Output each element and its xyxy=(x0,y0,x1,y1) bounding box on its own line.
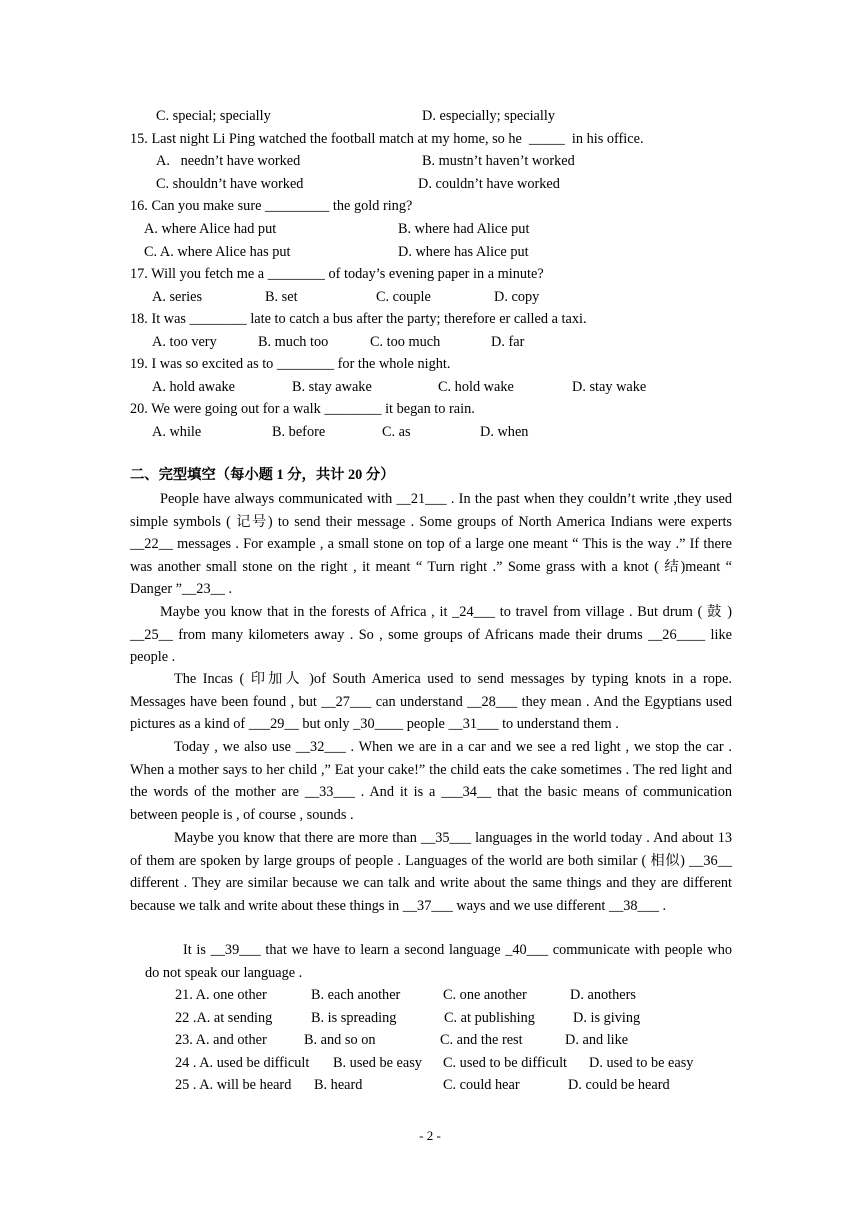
passage-paragraph-6: It is __39___ that we have to learn a second language _40___ communicate with people who do not speak our language . xyxy=(145,942,732,981)
q16-option-b: B. where had Alice put xyxy=(398,221,530,237)
q23-option-a: 23. A. and other xyxy=(175,1032,267,1048)
q21-option-a: 21. A. one other xyxy=(175,987,267,1003)
q18-option-c: C. too much xyxy=(370,334,441,350)
q23-option-d: D. and like xyxy=(565,1032,629,1048)
q22-option-d: D. is giving xyxy=(573,1010,641,1026)
q25-option-b: B. heard xyxy=(314,1077,363,1093)
q24-option-d: D. used to be easy xyxy=(589,1055,694,1071)
q22-option-b: B. is spreading xyxy=(311,1010,397,1026)
passage-paragraph-1: People have always communicated with __21___ . In the past when they couldn’t write ,they used simple symbols ( 记号) to send their message . Some groups of North America Indians were experts __22__ messages . For example , a small stone on top of a large one meant “ This is the way .” If there was another small stone on the right , it meant “ Turn right .” Some grass with a knot ( 结)meant “ Danger ”__23__ . xyxy=(130,491,732,598)
q24-option-c: C. used to be difficult xyxy=(443,1055,568,1071)
q15-option-b: B. mustn’t haven’t worked xyxy=(422,153,575,169)
q22-option-c: C. at publishing xyxy=(444,1010,535,1026)
q25-option-a: 25 . A. will be heard xyxy=(175,1077,292,1093)
q14-option-d: D. especially; specially xyxy=(422,108,555,124)
q17-stem: 17. Will you fetch me a ________ of today’s evening paper in a minute? xyxy=(130,266,544,282)
q15-option-a: A. needn’t have worked xyxy=(156,153,301,169)
q20-option-c: C. as xyxy=(382,424,411,440)
q21-option-b: B. each another xyxy=(311,987,401,1003)
q19-option-a: A. hold awake xyxy=(152,379,235,395)
q20-stem: 20. We were going out for a walk ________ it began to rain. xyxy=(130,401,475,417)
q18-option-a: A. too very xyxy=(152,334,217,350)
q22-option-a: 22 .A. at sending xyxy=(175,1010,273,1026)
passage-paragraph-5: Maybe you know that there are more than __35___ languages in the world today . And about 13 of them are spoken by large groups of people . Languages of the world are both similar ( 相似) __36__ different . They are similar because we can talk and write about the same things and they are different because we talk and write about these things in __37___ ways and we use different __38___ . xyxy=(130,830,732,914)
page-number: - 2 - xyxy=(419,1128,441,1143)
q23-option-b: B. and so on xyxy=(304,1032,376,1048)
q18-stem: 18. It was ________ late to catch a bus after the party; therefore er called a taxi. xyxy=(130,311,587,327)
q16-stem: 16. Can you make sure _________ the gold ring? xyxy=(130,198,413,214)
q16-option-c: C. A. where Alice has put xyxy=(144,244,291,260)
q25-option-c: C. could hear xyxy=(443,1077,520,1093)
q16-option-d: D. where has Alice put xyxy=(398,244,529,260)
q21-option-d: D. anothers xyxy=(570,987,636,1003)
q15-option-c: C. shouldn’t have worked xyxy=(156,176,304,192)
passage-paragraph-4: Today , we also use __32___ . When we are in a car and we see a red light , we stop the car . When a mother says to her child ,” Eat your cake!” the child eats the cake sometimes . The red light and the words of the mother are __33___ . And it is a ___34__ that the basic means of communication between people is , of course , sounds . xyxy=(130,739,732,823)
q15-stem: 15. Last night Li Ping watched the football match at my home, so he _____ in his office. xyxy=(130,131,644,147)
q19-stem: 19. I was so excited as to ________ for the whole night. xyxy=(130,356,451,372)
q17-option-c: C. couple xyxy=(376,289,431,305)
q23-option-c: C. and the rest xyxy=(440,1032,523,1048)
q15-option-d: D. couldn’t have worked xyxy=(418,176,560,192)
q19-option-d: D. stay wake xyxy=(572,379,647,395)
q18-option-b: B. much too xyxy=(258,334,329,350)
q20-option-a: A. while xyxy=(152,424,202,440)
q14-option-c: C. special; specially xyxy=(156,108,271,124)
q18-option-d: D. far xyxy=(491,334,525,350)
q25-option-d: D. could be heard xyxy=(568,1077,670,1093)
q21-option-c: C. one another xyxy=(443,987,527,1003)
q20-option-d: D. when xyxy=(480,424,529,440)
q24-option-b: B. used be easy xyxy=(333,1055,422,1071)
q17-option-d: D. copy xyxy=(494,289,540,305)
passage-paragraph-3: The Incas ( 印加人 )of South America used to send messages by typing knots in a rope. Messages have been found , but __27___ can understand __28___ they mean . And the Egyptians used pictures as a kind of ___29__ but only _30____ people __31___ to understand them . xyxy=(130,671,732,733)
q17-option-b: B. set xyxy=(265,289,298,305)
q17-option-a: A. series xyxy=(152,289,203,305)
q20-option-b: B. before xyxy=(272,424,326,440)
q19-option-b: B. stay awake xyxy=(292,379,372,395)
q16-option-a: A. where Alice had put xyxy=(144,221,277,237)
passage-paragraph-2: Maybe you know that in the forests of Africa , it _24___ to travel from village . But drum ( 鼓 ) __25__ from many kilometers away . So , some groups of Africans made their drums __26____ like people . xyxy=(130,604,732,666)
q19-option-c: C. hold wake xyxy=(438,379,514,395)
section-heading: 二、完型填空（每小题 1 分，共计 20 分） xyxy=(130,467,395,483)
q24-option-a: 24 . A. used be difficult xyxy=(175,1055,310,1071)
